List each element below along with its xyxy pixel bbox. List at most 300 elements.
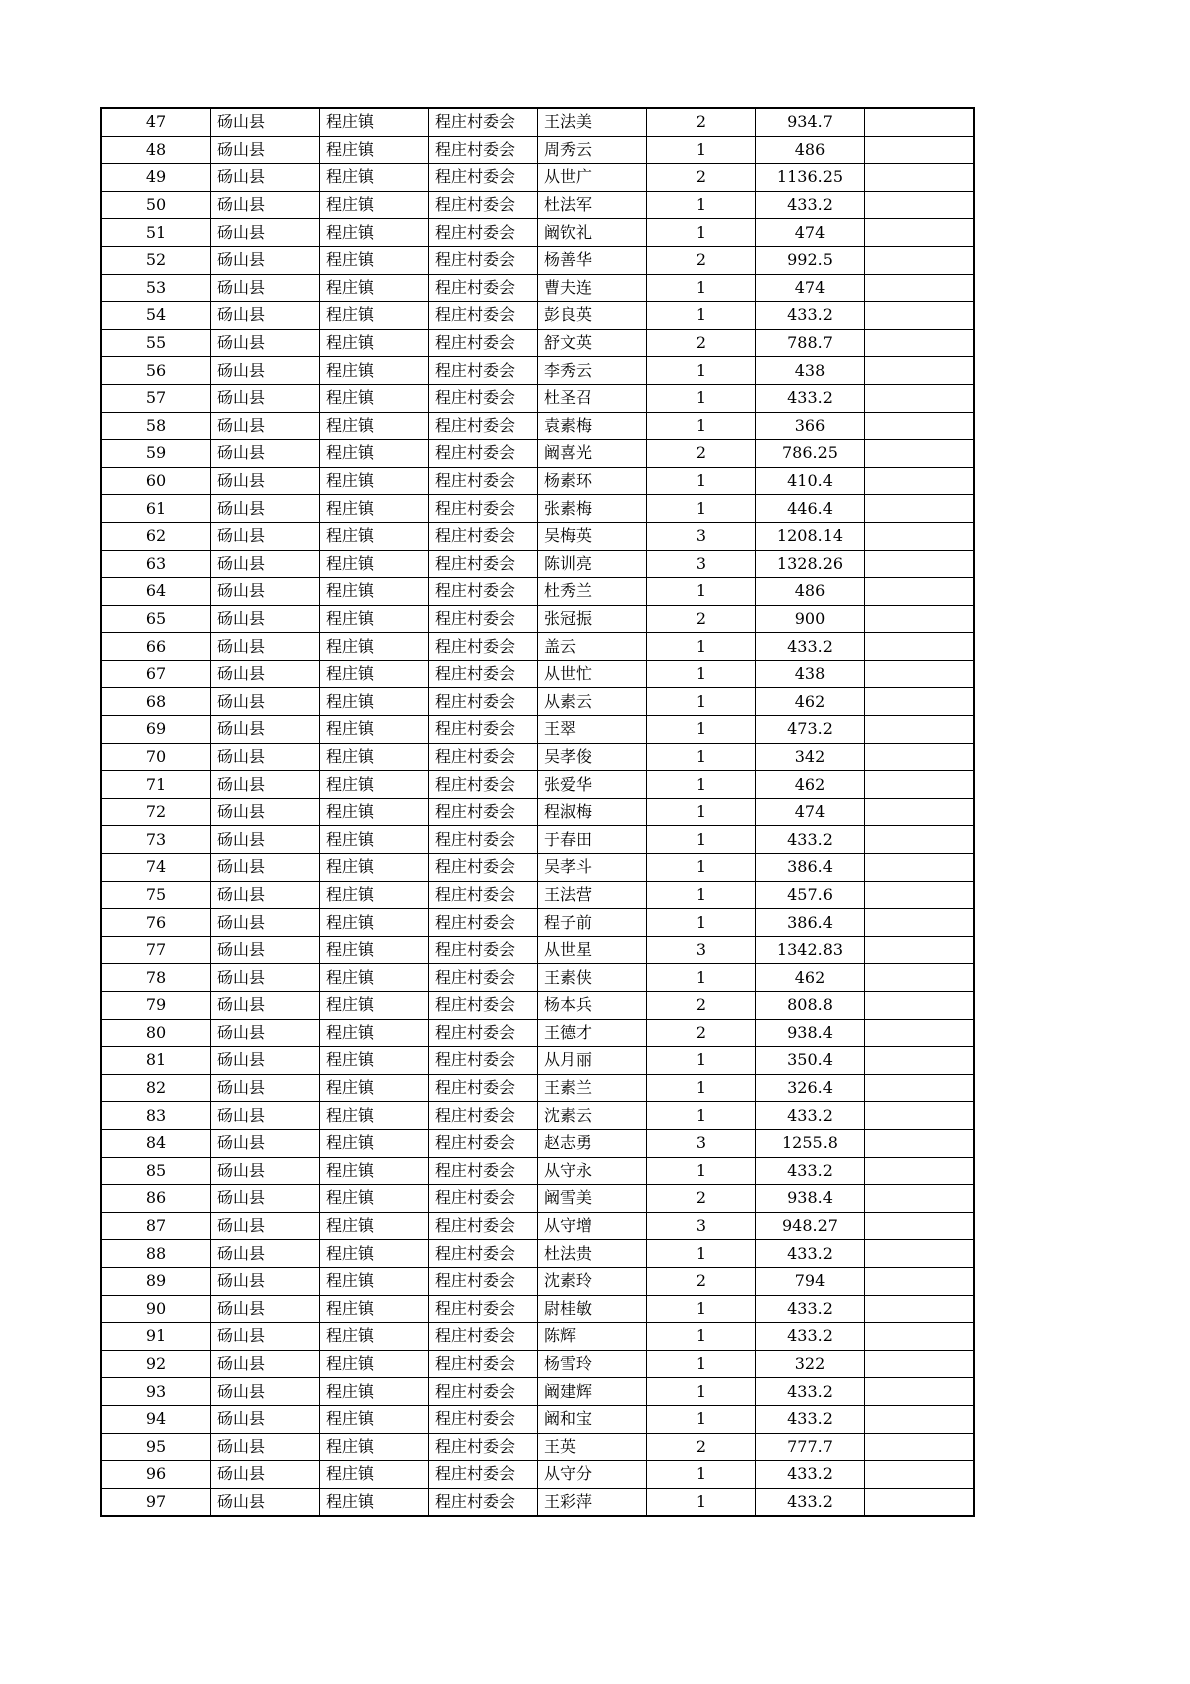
row-number-cell: 58 xyxy=(102,412,211,440)
name-cell: 从世星 xyxy=(538,936,647,964)
county-cell: 砀山县 xyxy=(211,109,320,137)
town-cell: 程庄镇 xyxy=(320,798,429,826)
amount-cell: 948.27 xyxy=(756,1212,865,1240)
town-cell: 程庄镇 xyxy=(320,909,429,937)
amount-cell: 1136.25 xyxy=(756,164,865,192)
table-row xyxy=(102,191,974,219)
row-number-cell: 48 xyxy=(102,136,211,164)
row-number-cell: 61 xyxy=(102,495,211,523)
name-cell: 阚和宝 xyxy=(538,1405,647,1433)
household-size-cell: 2 xyxy=(647,440,756,468)
county-cell: 砀山县 xyxy=(211,1267,320,1295)
household-size-cell: 1 xyxy=(647,771,756,799)
town-cell: 程庄镇 xyxy=(320,1323,429,1351)
name-cell: 沈素玲 xyxy=(538,1267,647,1295)
amount-cell: 1255.8 xyxy=(756,1129,865,1157)
village-committee-cell: 程庄村委会 xyxy=(429,1074,538,1102)
amount-cell: 808.8 xyxy=(756,992,865,1020)
county-cell: 砀山县 xyxy=(211,136,320,164)
table-row xyxy=(102,1129,974,1157)
village-committee-cell: 程庄村委会 xyxy=(429,964,538,992)
name-cell: 吴孝俊 xyxy=(538,743,647,771)
amount-cell: 474 xyxy=(756,798,865,826)
town-cell: 程庄镇 xyxy=(320,1047,429,1075)
row-number-cell: 77 xyxy=(102,936,211,964)
town-cell: 程庄镇 xyxy=(320,1074,429,1102)
town-cell: 程庄镇 xyxy=(320,329,429,357)
remark-cell xyxy=(865,1405,974,1433)
village-committee-cell: 程庄村委会 xyxy=(429,660,538,688)
town-cell: 程庄镇 xyxy=(320,771,429,799)
county-cell: 砀山县 xyxy=(211,1212,320,1240)
household-size-cell: 1 xyxy=(647,1157,756,1185)
county-cell: 砀山县 xyxy=(211,1129,320,1157)
village-committee-cell: 程庄村委会 xyxy=(429,716,538,744)
household-size-cell: 3 xyxy=(647,522,756,550)
name-cell: 阚喜光 xyxy=(538,440,647,468)
remark-cell xyxy=(865,219,974,247)
table-row xyxy=(102,1433,974,1461)
name-cell: 杨善华 xyxy=(538,246,647,274)
name-cell: 杜秀兰 xyxy=(538,578,647,606)
row-number-cell: 93 xyxy=(102,1378,211,1406)
village-committee-cell: 程庄村委会 xyxy=(429,854,538,882)
village-committee-cell: 程庄村委会 xyxy=(429,440,538,468)
household-size-cell: 1 xyxy=(647,1074,756,1102)
village-committee-cell: 程庄村委会 xyxy=(429,743,538,771)
name-cell: 王法美 xyxy=(538,109,647,137)
name-cell: 程子前 xyxy=(538,909,647,937)
remark-cell xyxy=(865,164,974,192)
name-cell: 杜圣召 xyxy=(538,384,647,412)
amount-cell: 900 xyxy=(756,605,865,633)
household-size-cell: 1 xyxy=(647,302,756,330)
remark-cell xyxy=(865,578,974,606)
household-size-cell: 1 xyxy=(647,384,756,412)
row-number-cell: 72 xyxy=(102,798,211,826)
table-row xyxy=(102,246,974,274)
row-number-cell: 73 xyxy=(102,826,211,854)
row-number-cell: 85 xyxy=(102,1157,211,1185)
county-cell: 砀山县 xyxy=(211,1405,320,1433)
remark-cell xyxy=(865,1488,974,1516)
county-cell: 砀山县 xyxy=(211,633,320,661)
county-cell: 砀山县 xyxy=(211,1378,320,1406)
village-committee-cell: 程庄村委会 xyxy=(429,191,538,219)
remark-cell xyxy=(865,743,974,771)
village-committee-cell: 程庄村委会 xyxy=(429,881,538,909)
row-number-cell: 84 xyxy=(102,1129,211,1157)
household-size-cell: 3 xyxy=(647,1129,756,1157)
household-size-cell: 1 xyxy=(647,716,756,744)
village-committee-cell: 程庄村委会 xyxy=(429,1185,538,1213)
remark-cell xyxy=(865,1240,974,1268)
table-row xyxy=(102,164,974,192)
amount-cell: 446.4 xyxy=(756,495,865,523)
town-cell: 程庄镇 xyxy=(320,136,429,164)
name-cell: 杜法军 xyxy=(538,191,647,219)
village-committee-cell: 程庄村委会 xyxy=(429,771,538,799)
village-committee-cell: 程庄村委会 xyxy=(429,164,538,192)
remark-cell xyxy=(865,909,974,937)
name-cell: 李秀云 xyxy=(538,357,647,385)
county-cell: 砀山县 xyxy=(211,1323,320,1351)
town-cell: 程庄镇 xyxy=(320,1212,429,1240)
name-cell: 彭良英 xyxy=(538,302,647,330)
county-cell: 砀山县 xyxy=(211,412,320,440)
remark-cell xyxy=(865,1185,974,1213)
county-cell: 砀山县 xyxy=(211,357,320,385)
amount-cell: 474 xyxy=(756,274,865,302)
household-size-cell: 3 xyxy=(647,550,756,578)
county-cell: 砀山县 xyxy=(211,826,320,854)
table-row xyxy=(102,1267,974,1295)
row-number-cell: 78 xyxy=(102,964,211,992)
village-committee-cell: 程庄村委会 xyxy=(429,1267,538,1295)
amount-cell: 462 xyxy=(756,771,865,799)
county-cell: 砀山县 xyxy=(211,550,320,578)
household-size-cell: 1 xyxy=(647,1461,756,1489)
town-cell: 程庄镇 xyxy=(320,219,429,247)
name-cell: 王翠 xyxy=(538,716,647,744)
amount-cell: 386.4 xyxy=(756,909,865,937)
county-cell: 砀山县 xyxy=(211,1185,320,1213)
row-number-cell: 66 xyxy=(102,633,211,661)
table-row xyxy=(102,495,974,523)
household-size-cell: 2 xyxy=(647,246,756,274)
village-committee-cell: 程庄村委会 xyxy=(429,578,538,606)
town-cell: 程庄镇 xyxy=(320,743,429,771)
amount-cell: 486 xyxy=(756,578,865,606)
household-size-cell: 1 xyxy=(647,191,756,219)
table-row xyxy=(102,522,974,550)
remark-cell xyxy=(865,191,974,219)
village-committee-cell: 程庄村委会 xyxy=(429,1129,538,1157)
name-cell: 吴梅英 xyxy=(538,522,647,550)
county-cell: 砀山县 xyxy=(211,467,320,495)
amount-cell: 433.2 xyxy=(756,1461,865,1489)
household-size-cell: 1 xyxy=(647,1405,756,1433)
county-cell: 砀山县 xyxy=(211,1240,320,1268)
village-committee-cell: 程庄村委会 xyxy=(429,1019,538,1047)
village-committee-cell: 程庄村委会 xyxy=(429,633,538,661)
village-committee-cell: 程庄村委会 xyxy=(429,1212,538,1240)
remark-cell xyxy=(865,1019,974,1047)
name-cell: 陈辉 xyxy=(538,1323,647,1351)
household-size-cell: 1 xyxy=(647,1295,756,1323)
table-row xyxy=(102,329,974,357)
village-committee-cell: 程庄村委会 xyxy=(429,1157,538,1185)
data-table xyxy=(101,108,974,1516)
name-cell: 陈训亮 xyxy=(538,550,647,578)
name-cell: 杨本兵 xyxy=(538,992,647,1020)
table-row xyxy=(102,302,974,330)
county-cell: 砀山县 xyxy=(211,329,320,357)
name-cell: 尉桂敏 xyxy=(538,1295,647,1323)
household-size-cell: 1 xyxy=(647,1488,756,1516)
remark-cell xyxy=(865,771,974,799)
remark-cell xyxy=(865,384,974,412)
table-row xyxy=(102,219,974,247)
amount-cell: 410.4 xyxy=(756,467,865,495)
household-size-cell: 2 xyxy=(647,605,756,633)
household-size-cell: 2 xyxy=(647,1267,756,1295)
village-committee-cell: 程庄村委会 xyxy=(429,357,538,385)
table-row xyxy=(102,605,974,633)
amount-cell: 457.6 xyxy=(756,881,865,909)
amount-cell: 934.7 xyxy=(756,109,865,137)
table-row xyxy=(102,798,974,826)
name-cell: 从月丽 xyxy=(538,1047,647,1075)
table-row xyxy=(102,274,974,302)
household-size-cell: 1 xyxy=(647,578,756,606)
town-cell: 程庄镇 xyxy=(320,1019,429,1047)
table-row xyxy=(102,1240,974,1268)
table-row xyxy=(102,716,974,744)
name-cell: 王法营 xyxy=(538,881,647,909)
amount-cell: 433.2 xyxy=(756,1240,865,1268)
village-committee-cell: 程庄村委会 xyxy=(429,1240,538,1268)
amount-cell: 992.5 xyxy=(756,246,865,274)
table-row xyxy=(102,1405,974,1433)
county-cell: 砀山县 xyxy=(211,578,320,606)
county-cell: 砀山县 xyxy=(211,246,320,274)
table-row xyxy=(102,1378,974,1406)
row-number-cell: 54 xyxy=(102,302,211,330)
town-cell: 程庄镇 xyxy=(320,412,429,440)
row-number-cell: 65 xyxy=(102,605,211,633)
county-cell: 砀山县 xyxy=(211,771,320,799)
county-cell: 砀山县 xyxy=(211,660,320,688)
name-cell: 沈素云 xyxy=(538,1102,647,1130)
household-size-cell: 1 xyxy=(647,854,756,882)
table-row xyxy=(102,936,974,964)
village-committee-cell: 程庄村委会 xyxy=(429,1488,538,1516)
household-size-cell: 1 xyxy=(647,1350,756,1378)
row-number-cell: 82 xyxy=(102,1074,211,1102)
row-number-cell: 95 xyxy=(102,1433,211,1461)
village-committee-cell: 程庄村委会 xyxy=(429,826,538,854)
town-cell: 程庄镇 xyxy=(320,274,429,302)
name-cell: 赵志勇 xyxy=(538,1129,647,1157)
table-row xyxy=(102,578,974,606)
remark-cell xyxy=(865,1102,974,1130)
town-cell: 程庄镇 xyxy=(320,1378,429,1406)
county-cell: 砀山县 xyxy=(211,1433,320,1461)
town-cell: 程庄镇 xyxy=(320,1157,429,1185)
county-cell: 砀山县 xyxy=(211,440,320,468)
table-row xyxy=(102,357,974,385)
remark-cell xyxy=(865,688,974,716)
amount-cell: 462 xyxy=(756,964,865,992)
amount-cell: 486 xyxy=(756,136,865,164)
remark-cell xyxy=(865,246,974,274)
county-cell: 砀山县 xyxy=(211,1019,320,1047)
remark-cell xyxy=(865,1323,974,1351)
remark-cell xyxy=(865,936,974,964)
town-cell: 程庄镇 xyxy=(320,1185,429,1213)
village-committee-cell: 程庄村委会 xyxy=(429,1378,538,1406)
village-committee-cell: 程庄村委会 xyxy=(429,384,538,412)
household-size-cell: 2 xyxy=(647,329,756,357)
table-row xyxy=(102,1323,974,1351)
town-cell: 程庄镇 xyxy=(320,605,429,633)
county-cell: 砀山县 xyxy=(211,219,320,247)
village-committee-cell: 程庄村委会 xyxy=(429,992,538,1020)
village-committee-cell: 程庄村委会 xyxy=(429,1461,538,1489)
town-cell: 程庄镇 xyxy=(320,964,429,992)
name-cell: 阚雪美 xyxy=(538,1185,647,1213)
amount-cell: 322 xyxy=(756,1350,865,1378)
town-cell: 程庄镇 xyxy=(320,826,429,854)
county-cell: 砀山县 xyxy=(211,798,320,826)
household-size-cell: 1 xyxy=(647,826,756,854)
village-committee-cell: 程庄村委会 xyxy=(429,109,538,137)
remark-cell xyxy=(865,1074,974,1102)
name-cell: 程淑梅 xyxy=(538,798,647,826)
village-committee-cell: 程庄村委会 xyxy=(429,246,538,274)
name-cell: 曹夫连 xyxy=(538,274,647,302)
household-size-cell: 2 xyxy=(647,109,756,137)
table-row xyxy=(102,1185,974,1213)
household-size-cell: 1 xyxy=(647,136,756,164)
town-cell: 程庄镇 xyxy=(320,1102,429,1130)
village-committee-cell: 程庄村委会 xyxy=(429,522,538,550)
remark-cell xyxy=(865,1157,974,1185)
remark-cell xyxy=(865,1212,974,1240)
remark-cell xyxy=(865,798,974,826)
row-number-cell: 96 xyxy=(102,1461,211,1489)
household-size-cell: 2 xyxy=(647,1185,756,1213)
name-cell: 从守增 xyxy=(538,1212,647,1240)
row-number-cell: 86 xyxy=(102,1185,211,1213)
table-row xyxy=(102,1461,974,1489)
amount-cell: 462 xyxy=(756,688,865,716)
remark-cell xyxy=(865,605,974,633)
amount-cell: 786.25 xyxy=(756,440,865,468)
amount-cell: 788.7 xyxy=(756,329,865,357)
row-number-cell: 53 xyxy=(102,274,211,302)
town-cell: 程庄镇 xyxy=(320,164,429,192)
name-cell: 王德才 xyxy=(538,1019,647,1047)
household-size-cell: 1 xyxy=(647,357,756,385)
row-number-cell: 89 xyxy=(102,1267,211,1295)
amount-cell: 433.2 xyxy=(756,1295,865,1323)
town-cell: 程庄镇 xyxy=(320,191,429,219)
town-cell: 程庄镇 xyxy=(320,1405,429,1433)
name-cell: 吴孝斗 xyxy=(538,854,647,882)
town-cell: 程庄镇 xyxy=(320,854,429,882)
remark-cell xyxy=(865,302,974,330)
table-row xyxy=(102,633,974,661)
table-row xyxy=(102,881,974,909)
table-row xyxy=(102,660,974,688)
county-cell: 砀山县 xyxy=(211,909,320,937)
town-cell: 程庄镇 xyxy=(320,440,429,468)
household-size-cell: 1 xyxy=(647,1323,756,1351)
name-cell: 从世忙 xyxy=(538,660,647,688)
name-cell: 张冠振 xyxy=(538,605,647,633)
row-number-cell: 74 xyxy=(102,854,211,882)
amount-cell: 1328.26 xyxy=(756,550,865,578)
county-cell: 砀山县 xyxy=(211,964,320,992)
household-size-cell: 1 xyxy=(647,495,756,523)
village-committee-cell: 程庄村委会 xyxy=(429,219,538,247)
village-committee-cell: 程庄村委会 xyxy=(429,605,538,633)
name-cell: 王英 xyxy=(538,1433,647,1461)
county-cell: 砀山县 xyxy=(211,716,320,744)
row-number-cell: 55 xyxy=(102,329,211,357)
table-body xyxy=(102,109,974,1516)
household-size-cell: 3 xyxy=(647,1212,756,1240)
household-size-cell: 2 xyxy=(647,1433,756,1461)
name-cell: 舒文英 xyxy=(538,329,647,357)
table-row xyxy=(102,688,974,716)
table-row xyxy=(102,550,974,578)
town-cell: 程庄镇 xyxy=(320,467,429,495)
row-number-cell: 63 xyxy=(102,550,211,578)
row-number-cell: 56 xyxy=(102,357,211,385)
row-number-cell: 51 xyxy=(102,219,211,247)
amount-cell: 342 xyxy=(756,743,865,771)
county-cell: 砀山县 xyxy=(211,1157,320,1185)
remark-cell xyxy=(865,522,974,550)
village-committee-cell: 程庄村委会 xyxy=(429,136,538,164)
town-cell: 程庄镇 xyxy=(320,578,429,606)
county-cell: 砀山县 xyxy=(211,854,320,882)
village-committee-cell: 程庄村委会 xyxy=(429,1433,538,1461)
row-number-cell: 60 xyxy=(102,467,211,495)
town-cell: 程庄镇 xyxy=(320,384,429,412)
village-committee-cell: 程庄村委会 xyxy=(429,467,538,495)
name-cell: 王素兰 xyxy=(538,1074,647,1102)
town-cell: 程庄镇 xyxy=(320,936,429,964)
village-committee-cell: 程庄村委会 xyxy=(429,909,538,937)
household-size-cell: 2 xyxy=(647,992,756,1020)
name-cell: 张爱华 xyxy=(538,771,647,799)
remark-cell xyxy=(865,357,974,385)
county-cell: 砀山县 xyxy=(211,936,320,964)
town-cell: 程庄镇 xyxy=(320,633,429,661)
row-number-cell: 92 xyxy=(102,1350,211,1378)
table-row xyxy=(102,1488,974,1516)
table-row xyxy=(102,136,974,164)
amount-cell: 433.2 xyxy=(756,302,865,330)
amount-cell: 794 xyxy=(756,1267,865,1295)
village-committee-cell: 程庄村委会 xyxy=(429,1047,538,1075)
row-number-cell: 91 xyxy=(102,1323,211,1351)
amount-cell: 938.4 xyxy=(756,1185,865,1213)
amount-cell: 433.2 xyxy=(756,191,865,219)
name-cell: 从守分 xyxy=(538,1461,647,1489)
name-cell: 从世广 xyxy=(538,164,647,192)
table-row xyxy=(102,771,974,799)
household-size-cell: 2 xyxy=(647,1019,756,1047)
amount-cell: 386.4 xyxy=(756,854,865,882)
town-cell: 程庄镇 xyxy=(320,688,429,716)
table-row xyxy=(102,1295,974,1323)
county-cell: 砀山县 xyxy=(211,1102,320,1130)
remark-cell xyxy=(865,109,974,137)
household-size-cell: 1 xyxy=(647,688,756,716)
table-row xyxy=(102,854,974,882)
county-cell: 砀山县 xyxy=(211,605,320,633)
table-row xyxy=(102,109,974,137)
name-cell: 杜法贵 xyxy=(538,1240,647,1268)
amount-cell: 433.2 xyxy=(756,384,865,412)
remark-cell xyxy=(865,412,974,440)
remark-cell xyxy=(865,467,974,495)
